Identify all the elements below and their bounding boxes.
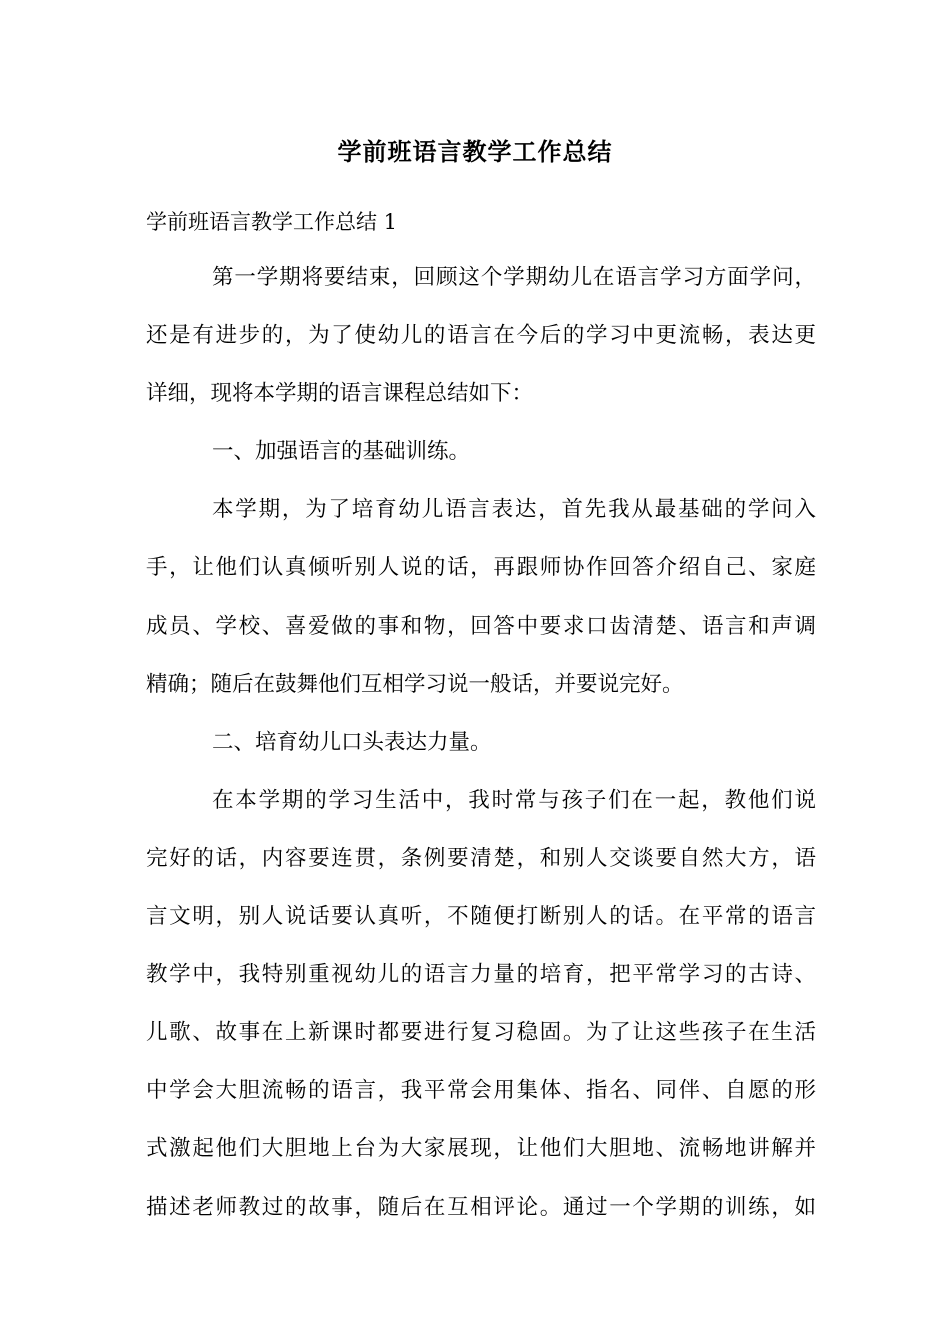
- paragraph-line: 中学会大胆流畅的语言，我平常会用集体、指名、同伴、自愿的形: [146, 1078, 816, 1104]
- paragraph-line: 还是有进步的，为了使幼儿的语言在今后的学习中更流畅，表达更: [146, 323, 816, 349]
- document-body: [146, 260, 816, 1248]
- paragraph-line: 完好的话，内容要连贯，条例要清楚，和别人交谈要自然大方，语: [146, 845, 816, 871]
- section-heading: 学前班语言教学工作总结 1: [146, 210, 398, 234]
- paragraph-line: 本学期，为了培育幼儿语言表达，首先我从最基础的学问入: [212, 497, 816, 523]
- paragraph-line: 儿歌、故事在上新课时都要进行复习稳固。为了让这些孩子在生活: [146, 1020, 816, 1046]
- section-heading-line: 二、培育幼儿口头表达力量。: [212, 729, 492, 755]
- paragraph-line: 详细，现将本学期的语言课程总结如下：: [146, 381, 534, 407]
- document-title: 学前班语言教学工作总结: [337, 137, 613, 166]
- paragraph-line: 言文明，别人说话要认真听，不随便打断别人的话。在平常的语言: [146, 904, 816, 930]
- section-heading-line: 一、加强语言的基础训练。: [212, 439, 471, 465]
- paragraph-line: 成员、学校、喜爱做的事和物，回答中要求口齿清楚、语言和声调: [146, 613, 816, 639]
- paragraph-line: 式激起他们大胆地上台为大家展现，让他们大胆地、流畅地讲解并: [146, 1136, 816, 1162]
- paragraph-line: 手，让他们认真倾听别人说的话，再跟师协作回答介绍自己、家庭: [146, 555, 816, 581]
- paragraph-line: 描述老师教过的故事，随后在互相评论。通过一个学期的训练，如: [146, 1194, 816, 1220]
- paragraph-line: 教学中，我特别重视幼儿的语言力量的培育，把平常学习的古诗、: [146, 962, 816, 988]
- paragraph-line: 在本学期的学习生活中，我时常与孩子们在一起，教他们说: [212, 787, 816, 813]
- paragraph-line: 精确；随后在鼓舞他们互相学习说一般话，并要说完好。: [146, 671, 684, 697]
- paragraph-line: 第一学期将要结束，回顾这个学期幼儿在语言学习方面学问，: [212, 265, 816, 290]
